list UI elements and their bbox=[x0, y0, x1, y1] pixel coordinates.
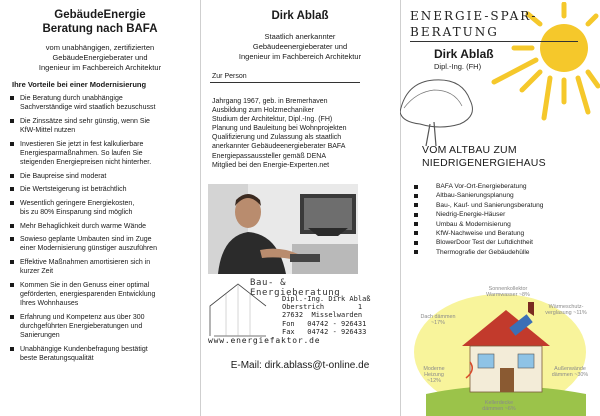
bullet-icon bbox=[414, 250, 418, 254]
left-title bbox=[8, 8, 192, 36]
contact-name: Dipl.-Ing. Dirk Ablaß bbox=[282, 295, 371, 303]
benefit-item bbox=[8, 345, 192, 363]
benefit-text: Sanierungen bbox=[20, 332, 60, 340]
label-roof-value: ~17% bbox=[431, 320, 445, 326]
slogan-line2: NIEDRIGENERGIEHAUS bbox=[422, 157, 546, 169]
bio-line: anerkannter Gebäudeenergieberater BAFA bbox=[212, 143, 346, 151]
benefit-item bbox=[8, 313, 192, 341]
bio-line: Studium der Architektur, Dipl.-Ing. (FH) bbox=[212, 116, 333, 124]
benefit-item bbox=[8, 258, 192, 276]
contact-phone: Fon 04742 - 926431 bbox=[282, 319, 367, 328]
service-item bbox=[414, 191, 543, 200]
bio-line: Jahrgang 1967, geb. in Bremerhaven bbox=[212, 98, 328, 105]
benefit-text: durchgeführten Energieberatungen und bbox=[20, 322, 143, 330]
bullet-icon bbox=[10, 347, 14, 351]
label-wall bbox=[544, 366, 596, 378]
bullet-icon bbox=[414, 203, 418, 207]
cover-name: Dirk Ablaß bbox=[434, 47, 494, 61]
benefit-item bbox=[8, 222, 192, 231]
service-text: BlowerDoor Test der Luftdichtheit bbox=[436, 239, 534, 247]
bio-line: Ausbildung zum Holzmechaniker bbox=[212, 107, 314, 115]
label-heating bbox=[414, 366, 454, 384]
label-window-title: Wärmeschutz- bbox=[548, 304, 584, 310]
benefits-heading: Ihre Vorteile bei einer Modernisierung bbox=[12, 80, 147, 89]
benefit-text: Sachverständige wird staatlich bezuschusst bbox=[20, 104, 156, 112]
bullet-icon bbox=[10, 315, 14, 319]
service-text: Umbau & Modernisierung bbox=[436, 220, 511, 228]
brand-title-line2: BERATUNG bbox=[410, 25, 499, 39]
benefit-text: Effektive Maßnahmen amortisieren sich in bbox=[20, 258, 151, 266]
business-logo-text: Bau- & Energieberatung bbox=[250, 278, 341, 298]
benefit-item bbox=[8, 235, 192, 253]
left-title-line1: GebäudeEnergie bbox=[54, 9, 146, 21]
benefit-text: steigenden Energiepreisen nicht hinterher. bbox=[20, 159, 152, 166]
benefit-text: geförderten, energiesparenden Entwicklung bbox=[20, 290, 156, 298]
bullet-icon bbox=[10, 260, 14, 264]
service-text: Niedrig-Energie-Häuser bbox=[436, 211, 506, 219]
intro-line: GebäudeEnergieberater und bbox=[52, 53, 148, 62]
service-text: Bau-, Kauf- und Sanierungsberatung bbox=[436, 201, 544, 209]
benefit-text: Sowieso geplante Umbauten sind im Zuge bbox=[20, 236, 152, 244]
bullet-icon bbox=[414, 222, 418, 226]
contact-city: 27632 Misselwarden bbox=[282, 311, 363, 320]
benefit-text: Die Wertsteigerung ist beträchtlich bbox=[20, 186, 127, 194]
benefit-text: Die Baupreise sind moderat bbox=[20, 172, 107, 180]
email-link[interactable]: E-Mail: dirk.ablass@t-online.de bbox=[230, 360, 370, 371]
service-text: BAFA Vor-Ort-Energieberatung bbox=[436, 183, 527, 190]
bio-line: Energiepassaussteller gemäß DENA bbox=[212, 152, 326, 160]
about-heading: Zur Person bbox=[212, 73, 247, 80]
service-item bbox=[414, 238, 543, 247]
benefit-text: beste Beratungsqualität bbox=[20, 354, 94, 362]
bullet-icon bbox=[10, 283, 14, 287]
contact-street: Oberstrich 1 bbox=[282, 303, 363, 312]
benefit-text: Energiesparmaßnahmen. So laufen Sie bbox=[20, 149, 143, 157]
benefit-item bbox=[8, 281, 192, 309]
service-text: Thermografie der Gebäudehülle bbox=[436, 248, 530, 256]
brand-title-line1: ENERGIE-SPAR- bbox=[410, 9, 538, 23]
slogan-line1: VOM ALTBAU ZUM bbox=[422, 144, 517, 156]
label-wall-title: Außenwände bbox=[554, 366, 586, 372]
benefit-text: bis zu 80% Einsparung sind möglich bbox=[20, 208, 133, 216]
benefit-text: Investieren Sie jetzt in fest kalkulierbare bbox=[20, 140, 144, 148]
bullet-icon bbox=[10, 96, 14, 100]
left-title-line2: Beratung nach BAFA bbox=[42, 23, 158, 35]
cover-slogan bbox=[400, 144, 600, 170]
services-list bbox=[414, 182, 543, 257]
bio-line: Mitglied bei den Energie-Experten.net bbox=[212, 161, 330, 169]
bullet-icon bbox=[10, 224, 14, 228]
intro-line: vom unabhängigen, zertifizierten bbox=[45, 43, 155, 52]
advisor-name: Dirk Ablaß bbox=[271, 10, 329, 22]
label-solar bbox=[478, 286, 538, 298]
credential-line: Staatlich anerkannter bbox=[264, 32, 336, 41]
benefit-text: KfW-Mittel nutzen bbox=[20, 127, 76, 134]
bullet-icon bbox=[414, 185, 418, 189]
business-card bbox=[208, 278, 371, 345]
benefit-text: Die Zinssätze sind sehr günstig, wenn Sie bbox=[20, 117, 150, 125]
label-roof bbox=[418, 314, 458, 326]
bullet-icon bbox=[10, 142, 14, 146]
advisor-photo bbox=[208, 184, 358, 274]
benefit-item bbox=[8, 94, 192, 112]
business-contact bbox=[282, 295, 371, 336]
benefit-item bbox=[8, 172, 192, 181]
label-window-value: verglasung ~11% bbox=[545, 310, 587, 316]
benefit-text: Die Beratung durch unabhängige bbox=[20, 95, 123, 102]
benefit-item bbox=[8, 117, 192, 135]
benefit-text: Ihres Wohnhauses bbox=[20, 300, 79, 308]
bio-line: Qualifizierung und Zulassung als staatlich bbox=[212, 134, 342, 142]
service-item bbox=[414, 182, 543, 191]
bullet-icon bbox=[414, 194, 418, 198]
brand-title bbox=[410, 8, 592, 40]
advisor-credentials bbox=[210, 32, 390, 62]
service-text: Altbau-Sanierungsplanung bbox=[436, 192, 514, 200]
credential-line: Ingenieur im Fachbereich Architektur bbox=[238, 52, 362, 61]
left-panel bbox=[0, 0, 200, 416]
label-cellar bbox=[474, 400, 524, 412]
service-item bbox=[414, 248, 543, 257]
label-heating-title2: Heizung bbox=[424, 372, 444, 378]
credential-line: Gebäudeenergieberater und bbox=[252, 42, 348, 51]
benefit-text: Erfahrung und Kompetenz aus über 300 bbox=[20, 313, 145, 321]
brand-underline bbox=[410, 41, 578, 42]
service-item bbox=[414, 220, 543, 229]
benefit-text: Unabhängige Kundenbefragung bestätigt bbox=[20, 345, 148, 353]
label-heating-title: Moderne bbox=[423, 366, 445, 372]
benefit-text: Wesentlich geringere Energiekosten, bbox=[20, 199, 135, 207]
service-item bbox=[414, 201, 543, 210]
label-solar-title: Sonnenkollektor bbox=[488, 286, 528, 292]
bullet-icon bbox=[10, 201, 14, 205]
website-link[interactable]: www.energiefaktor.de bbox=[208, 336, 321, 345]
intro-line: Ingenieur im Fachbereich Architektur bbox=[38, 63, 162, 72]
bullet-icon bbox=[414, 241, 418, 245]
bullet-icon bbox=[10, 237, 14, 241]
label-cellar-value: dämmen ~6% bbox=[482, 406, 516, 412]
about-divider bbox=[210, 82, 360, 83]
label-cellar-title: Kellerdecke bbox=[484, 400, 514, 406]
benefit-text: Kommen Sie in den Genuss einer optimal bbox=[20, 281, 150, 289]
energy-labels bbox=[410, 282, 600, 416]
contact-fax: Fax 04742 - 926433 bbox=[282, 327, 367, 336]
benefit-item bbox=[8, 185, 192, 194]
bullet-icon bbox=[10, 187, 14, 191]
benefits-list bbox=[8, 94, 192, 363]
benefit-text: kurzer Zeit bbox=[20, 268, 54, 276]
benefit-item bbox=[8, 140, 192, 168]
label-roof-title: Dach dämmen bbox=[420, 314, 456, 320]
benefit-item bbox=[8, 199, 192, 217]
bullet-icon bbox=[10, 119, 14, 123]
advisor-photo-image bbox=[208, 184, 358, 274]
left-intro bbox=[8, 43, 192, 73]
bullet-icon bbox=[414, 231, 418, 235]
label-window bbox=[536, 304, 596, 316]
label-heating-value: ~12% bbox=[427, 378, 441, 384]
service-item bbox=[414, 229, 543, 238]
bullet-icon bbox=[10, 174, 14, 178]
bullet-icon bbox=[414, 213, 418, 217]
label-solar-value: Warmwasser ~8% bbox=[486, 292, 530, 298]
service-text: KfW-Nachweise und Beratung bbox=[436, 229, 525, 237]
cover-degree: Dipl.-Ing. (FH) bbox=[434, 62, 482, 71]
about-text bbox=[210, 97, 390, 170]
label-wall-value: dämmen ~30% bbox=[551, 372, 589, 378]
benefit-text: Mehr Behaglichkeit durch warme Wände bbox=[20, 222, 147, 230]
bio-line: Planung und Bauleitung bei Wohnprojekten bbox=[212, 125, 347, 133]
benefit-text: einer Modernisierung günstiger auszuführen bbox=[20, 245, 157, 253]
service-item bbox=[414, 210, 543, 219]
